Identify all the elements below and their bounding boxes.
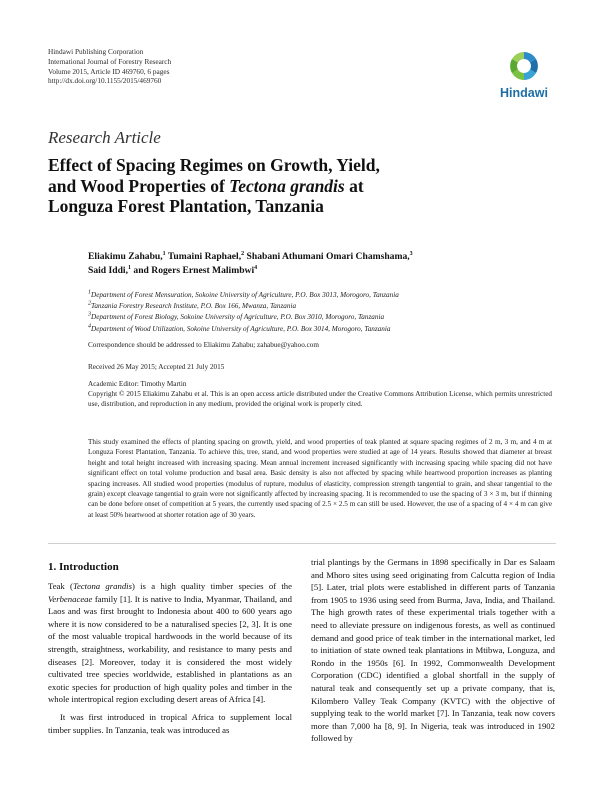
divider bbox=[48, 543, 556, 544]
title-line-3: Longuza Forest Plantation, Tanzania bbox=[48, 196, 324, 216]
author: and Rogers Ernest Malimbwi$^4$ bbox=[133, 264, 258, 276]
volume-info: Volume 2015, Article ID 469760, 6 pages bbox=[48, 66, 170, 76]
section-heading: 1. Introduction bbox=[48, 561, 119, 573]
author: Said Iddi,$^1$ bbox=[88, 264, 132, 276]
author-list bbox=[88, 250, 558, 278]
paragraph: It was first introduced in tropical Africa to supplement local timber supplies. In Tanzania, teak was introduced as bbox=[48, 711, 292, 735]
author: Tumaini Raphael,$^2$ bbox=[167, 250, 245, 262]
title-line-1: Effect of Spacing Regimes on Growth, Yield, bbox=[48, 155, 380, 175]
affiliation: $^1$Department of Forest Mensuration, Sokoine University of Agriculture, P.O. Box 3013, Morogoro, Tanzania bbox=[88, 289, 399, 299]
paragraph: Teak (Tectona grandis) is a high quality timber species of the Verbenaceae family [1]. It is native to India, Myanmar, Thailand, and Laos and was first brought to Indonesia about 400 to 600 years ago where it is now considered to be a naturalised species [2, 3]. It is one of the most valuable tropical hardwoods in the world because of its strength, straightness, workability, and resistance to many pests and diseases [2]. Moreover, today it is considered the most widely cultivated tree species worldwide, established in plantations as an exotic species for production of high quality poles and timber in the whole intertropical region excluding desert areas of Africa [4]. bbox=[48, 581, 292, 705]
affiliation: $^2$Tanzania Forestry Research Institute, P.O. Box 166, Mwanza, Tanzania bbox=[88, 300, 297, 311]
paper-title bbox=[48, 155, 468, 217]
logo-text: Hindawi bbox=[500, 86, 548, 100]
abstract: This study examined the effects of planting spacing on growth, yield, and wood properties of teak planted at square spacing regimes of 2 m, 3 m, and 4 m at Longuza Forest Plantation, Tanzania. To achieve this, tree, stand, and wood properties were studied at age of 14 years. Results showed that diameter at breast height and total height increased with increasing spacing. Mean annual increment increased significantly with increasing spacing while spacing did not have significant effect on total volume production and basal area. Basic density is also not affected by spacing while heartwood proportion increases as planting spacing increases. All studied wood properties (modulus of rupture, modulus of elasticity, compression strength tangential to grain, and shear tangential to the grain) except cleavage tangential to grain were not significantly affected by increasing spacing. It is recommended to use the spacing of 3 × 3 m, but if thinning can be done before onset of competition at 5 years, the currently used spacing of 2.5 × 2.5 m can still be used. However, the use of a spacing of 4 × 4 m can give at least 50% heartwood at shorter rotation age of 30 years. bbox=[88, 438, 552, 519]
affiliation: $^4$Department of Wood Utilization, Sokoine University of Agriculture, P.O. Box 3014, Morogoro, Tanzania bbox=[88, 323, 391, 333]
correspondence: Correspondence should be addressed to Eliakimu Zahabu; zahabue@yahoo.com bbox=[88, 341, 319, 349]
doi-link[interactable]: http://dx.doi.org/10.1155/2015/469760 bbox=[48, 76, 162, 86]
author: Shabani Athumani Omari Chamshama,$^3$ bbox=[246, 250, 413, 262]
body-column-right bbox=[311, 556, 555, 745]
species-name: Tectona grandis bbox=[229, 175, 345, 196]
academic-editor: Academic Editor: Timothy Martin bbox=[88, 380, 187, 388]
affiliation: $^3$Department of Forest Biology, Sokoine University of Agriculture, P.O. Box 3010, Morogoro, Tanzania bbox=[88, 312, 385, 322]
author: Eliakimu Zahabu,$^1$ bbox=[88, 250, 166, 262]
publisher: Hindawi Publishing Corporation bbox=[48, 47, 144, 56]
article-type: Research Article bbox=[48, 128, 161, 147]
journal-header bbox=[48, 47, 171, 86]
body-column-left bbox=[48, 580, 292, 736]
title-line-2: and Wood Properties of Tectona grandis at bbox=[48, 175, 364, 196]
affiliations bbox=[88, 290, 558, 335]
received-dates: Received 26 May 2015; Accepted 21 July 2015 bbox=[88, 363, 225, 371]
journal-name: International Journal of Forestry Research bbox=[48, 56, 172, 66]
paragraph: trial plantings by the Germans in 1898 specifically in Dar es Salaam and Mhoro sites using seed originating from Calcutta region of India [5]. Later, trial plots were established in different parts of Tanzania from 1905 to 1936 using seed from Burma, Java, India, and Thailand. The high growth rates of these experimental trials together with a need to alleviate pressure on indigenous forests, as well as continued demand and good price of teak timber in the international market, led to initiation of state owned teak plantations in Mtibwa, Longuza, and Rondo in the 1950s [6]. In 1992, Commonwealth Development Corporation (CDC) identified a global shortfall in the supply of natural teak and consequently set up a private company, that is, Kilombero Valley Teak Company (KVTC) with the objective of supplying teak to the world market [7]. In Tanzania, teak now covers more than 7,000 ha [8, 9]. In Nigeria, teak was introduced in 1902 followed by bbox=[311, 557, 555, 744]
copyright-license: Copyright © 2015 Eliakimu Zahabu et al. This is an open access article distributed under the Creative Commons Attribution License, which permits unrestricted use, distribution, and reproduction in any medium, provided the original work is properly cited. bbox=[88, 390, 552, 409]
